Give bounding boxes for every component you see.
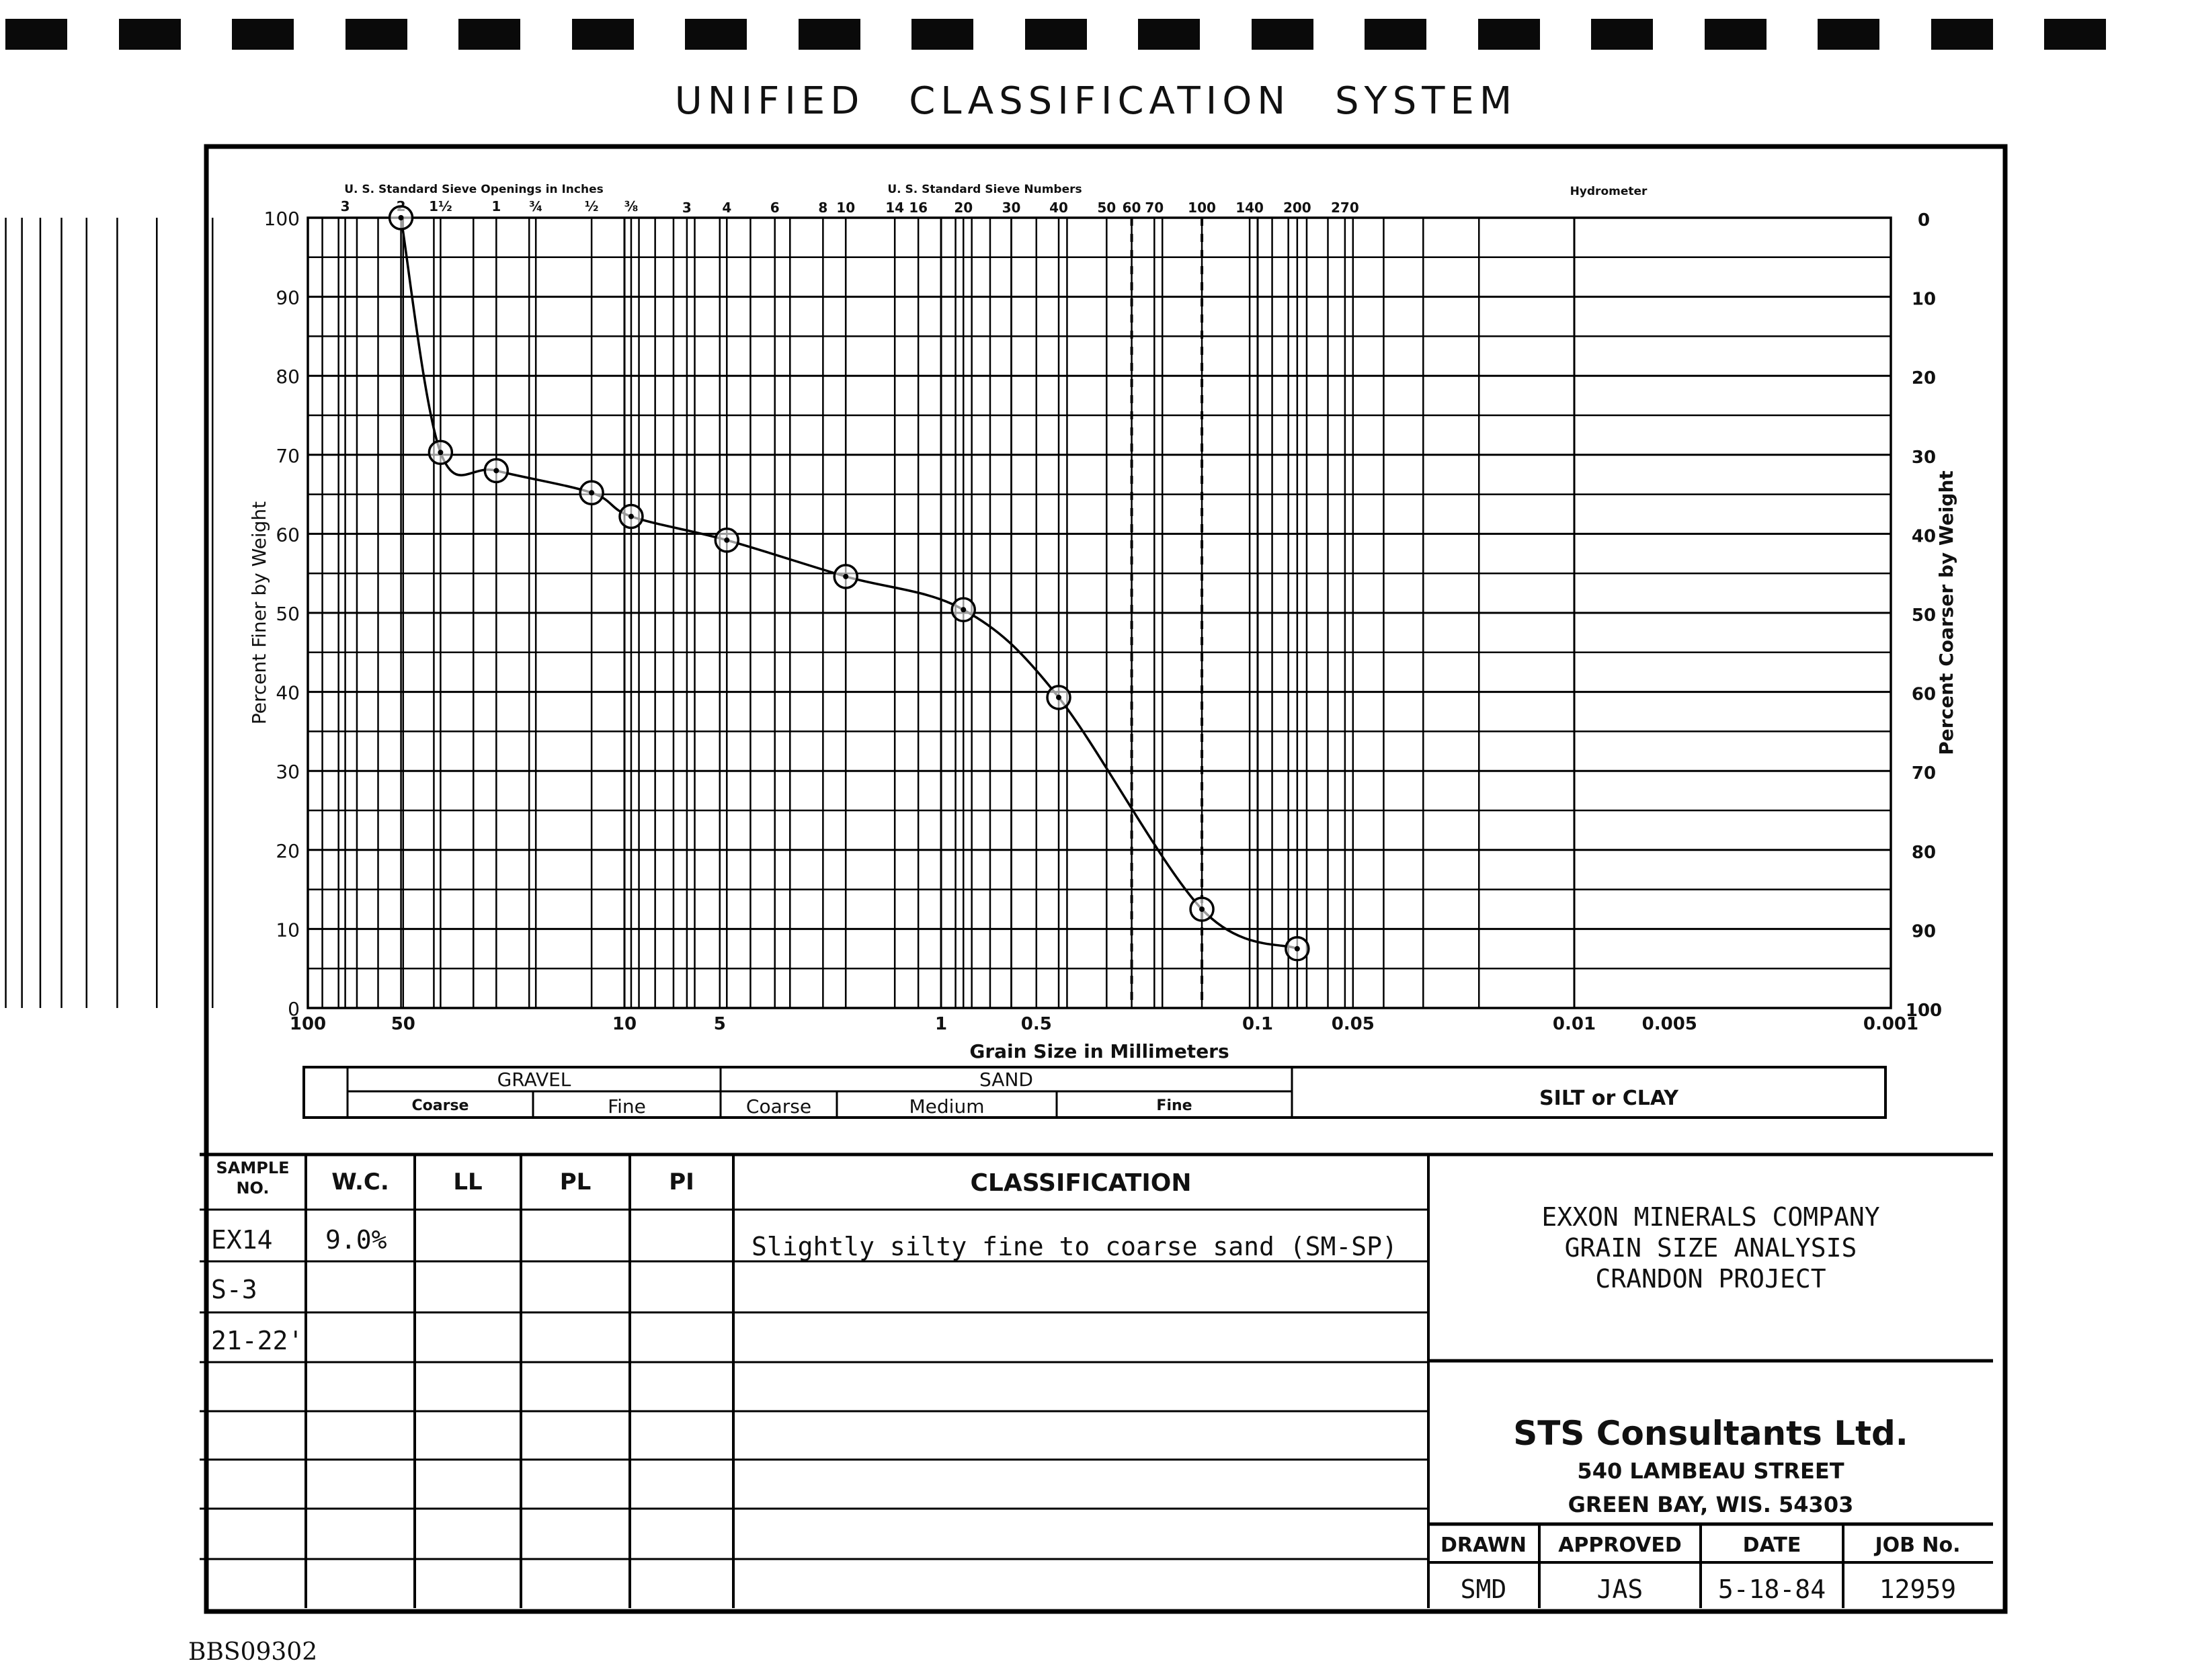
y2-tick-label: 0	[1917, 210, 1931, 230]
sieve-number-label: 8	[818, 200, 828, 216]
sample-value: S-3	[211, 1275, 257, 1304]
outer-frame	[206, 146, 2005, 1611]
header-pl: PL	[559, 1169, 592, 1195]
sieve-number-label: 50	[1097, 200, 1117, 216]
sieve-inch-label: ⅜	[624, 198, 639, 214]
sieve-number-label: 200	[1283, 200, 1311, 216]
y2-tick-label: 10	[1911, 289, 1937, 310]
sieve-inch-label: ½	[584, 198, 599, 214]
wc-value: 9.0%	[325, 1225, 387, 1255]
sieve-number-label: 40	[1049, 200, 1068, 216]
y2-tick-label: 60	[1911, 684, 1937, 705]
data-point-dot	[438, 450, 443, 455]
y-tick-label: 20	[276, 839, 300, 862]
gravel-label: GRAVEL	[497, 1068, 571, 1091]
y2-tick-label: 100	[1905, 1001, 1943, 1021]
y-tick-label: 50	[276, 603, 300, 625]
y-tick-label: 80	[276, 366, 300, 388]
y-tick-label: 30	[276, 761, 300, 784]
company-city: GREEN BAY, WIS. 54303	[1568, 1492, 1854, 1517]
sieve-number-label: 70	[1145, 200, 1164, 216]
signoff-value-approved: JAS	[1596, 1574, 1643, 1604]
sieve-number-label: 100	[1188, 200, 1216, 216]
data-point-dot	[493, 468, 499, 473]
data-point-dot	[1056, 695, 1061, 700]
sieve-number-label: 60	[1122, 200, 1141, 216]
document-code: BBS09302	[188, 1638, 318, 1666]
y2-tick-label: 30	[1911, 447, 1937, 468]
plot-area	[6, 183, 1957, 1062]
data-point-dot	[961, 607, 966, 612]
data-point-dot	[589, 490, 594, 495]
y-axis-title: Percent Finer by Weight	[248, 501, 270, 725]
project-line-3: CRANDON PROJECT	[1595, 1264, 1826, 1294]
header-sample-2: NO.	[236, 1179, 270, 1198]
data-point-dot	[1295, 946, 1300, 952]
signoff-header-date: DATE	[1742, 1534, 1801, 1557]
sieve-number-label: 140	[1235, 200, 1264, 216]
header-wc: W.C.	[331, 1169, 389, 1195]
x-tick-label: 50	[391, 1014, 415, 1034]
sample-value: EX14	[211, 1225, 273, 1255]
data-point-dot	[628, 514, 634, 519]
sieve-number-label: 20	[954, 200, 973, 216]
x-tick-label: 0.5	[1020, 1014, 1052, 1034]
x-tick-label: 0.01	[1552, 1014, 1596, 1034]
company-street: 540 LAMBEAU STREET	[1577, 1458, 1844, 1484]
y2-tick-label: 80	[1911, 842, 1937, 863]
y-tick-label: 90	[276, 286, 300, 309]
gravel-fine-label: Fine	[608, 1095, 646, 1118]
signoff-value-job: 12959	[1879, 1574, 1957, 1604]
sieve-number-label: 10	[836, 200, 856, 216]
y-tick-label: 100	[263, 208, 300, 230]
y-tick-label: 0	[288, 998, 300, 1020]
data-point-dot	[843, 574, 848, 579]
gravel-coarse-label: Coarse	[411, 1097, 469, 1114]
y2-tick-label: 20	[1911, 368, 1937, 389]
sieve-inch-label: ¾	[528, 198, 543, 214]
sieve-inch-label: 1	[491, 198, 501, 214]
project-line-1: EXXON MINERALS COMPANY	[1541, 1202, 1880, 1232]
y-tick-label: 60	[276, 523, 300, 546]
x-tick-label: 0.001	[1863, 1014, 1919, 1034]
horizontal-gridlines	[308, 218, 1891, 1008]
y-tick-label: 70	[276, 444, 300, 467]
sieve-numbers-title: U. S. Standard Sieve Numbers	[887, 183, 1082, 196]
signoff-header-job: JOB No.	[1875, 1534, 1961, 1557]
sieve-number-label: 6	[770, 200, 780, 216]
sieve-inch-label: 1½	[429, 198, 452, 214]
y2-tick-label: 70	[1911, 763, 1937, 784]
classification-value: Slightly silty fine to coarse sand (SM-SP)	[752, 1232, 1397, 1261]
sieve-number-label: 16	[909, 200, 928, 216]
data-table	[200, 1154, 1993, 1608]
data-point-dot	[399, 215, 404, 220]
sieve-number-label: 30	[1002, 200, 1021, 216]
x-tick-label: 100	[289, 1014, 327, 1034]
silt-clay-label: SILT or CLAY	[1539, 1087, 1678, 1110]
sieve-number-label: 3	[682, 200, 692, 216]
sieve-number-label: 270	[1330, 200, 1359, 216]
header-pi: PI	[669, 1169, 694, 1195]
x-tick-label: 5	[713, 1014, 726, 1034]
sand-coarse-label: Coarse	[745, 1095, 812, 1118]
header-ll: LL	[453, 1169, 483, 1195]
y-tick-label: 40	[276, 681, 300, 704]
sieve-inch-label: 3	[340, 198, 350, 214]
signoff-value-drawn: SMD	[1460, 1574, 1507, 1604]
company-name: STS Consultants Ltd.	[1513, 1414, 1908, 1453]
classification-bar	[304, 1067, 1885, 1118]
page-title: UNIFIED CLASSIFICATION SYSTEM	[674, 79, 1518, 123]
signoff-header-drawn: DRAWN	[1440, 1534, 1527, 1557]
header-classification: CLASSIFICATION	[970, 1169, 1192, 1197]
sand-label: SAND	[979, 1068, 1033, 1091]
signoff-value-date: 5-18-84	[1717, 1574, 1826, 1604]
project-line-2: GRAIN SIZE ANALYSIS	[1564, 1233, 1857, 1263]
sample-value: 21-22'	[211, 1326, 304, 1355]
hydrometer-title: Hydrometer	[1570, 185, 1648, 198]
x-axis-title: Grain Size in Millimeters	[969, 1040, 1229, 1062]
y2-axis-title: Percent Coarser by Weight	[1935, 470, 1957, 755]
signoff-header-approved: APPROVED	[1558, 1534, 1682, 1557]
data-point-dot	[724, 538, 729, 543]
x-tick-label: 0.05	[1331, 1014, 1375, 1034]
x-tick-label: 10	[612, 1014, 637, 1034]
y2-tick-label: 40	[1911, 526, 1937, 547]
sieve-number-label: 4	[722, 200, 732, 216]
x-tick-label: 0.005	[1641, 1014, 1697, 1034]
x-tick-label: 1	[934, 1014, 948, 1034]
y-tick-label: 10	[276, 919, 300, 941]
sieve-number-label: 14	[885, 200, 905, 216]
header-sample-1: SAMPLE	[216, 1159, 290, 1177]
x-tick-label: 0.1	[1242, 1014, 1274, 1034]
y2-tick-label: 90	[1911, 921, 1937, 942]
sieve-inches-title: U. S. Standard Sieve Openings in Inches	[344, 183, 604, 196]
sand-fine-label: Fine	[1156, 1097, 1192, 1114]
sand-medium-label: Medium	[909, 1095, 985, 1118]
y2-tick-label: 50	[1911, 605, 1937, 626]
data-point-dot	[1199, 907, 1205, 912]
